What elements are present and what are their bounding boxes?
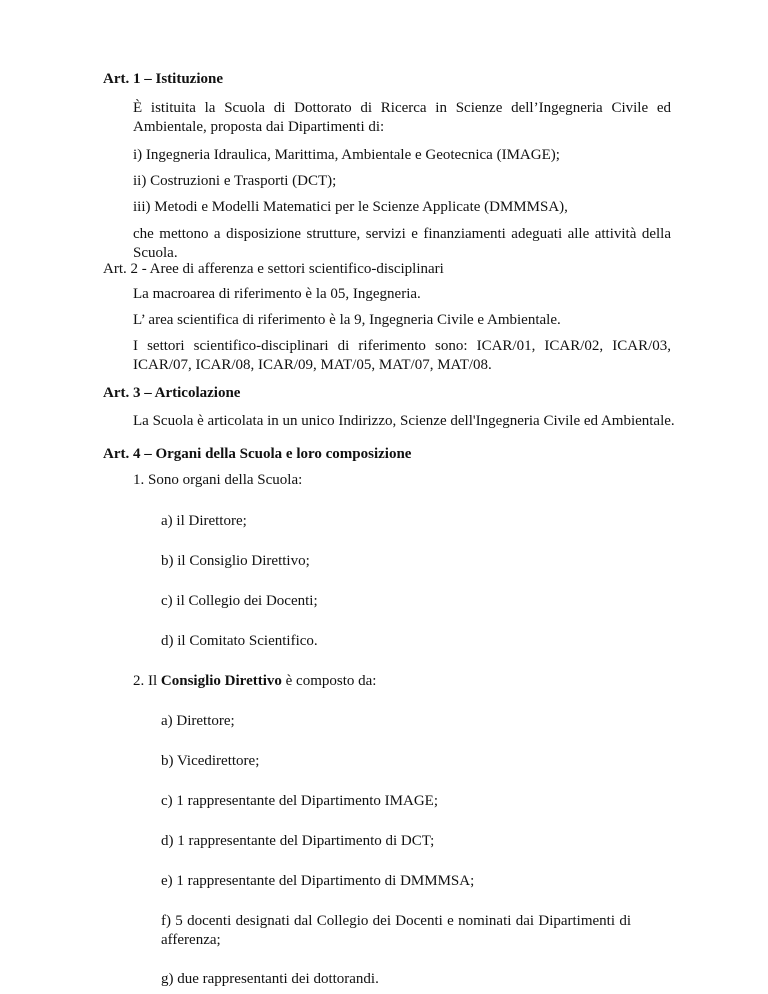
art1-heading: Art. 1 – Istituzione xyxy=(103,71,223,87)
art4-intro1: 1. Sono organi della Scuola: xyxy=(133,472,303,488)
art1-item2: ii) Costruzioni e Trasporti (DCT); xyxy=(133,173,337,189)
organ-item: d) il Comitato Scientifico. xyxy=(161,633,318,649)
art4-intro2-pre: 2. Il xyxy=(133,673,161,689)
art1-para2: che mettono a disposizione strutture, servizi e finanziamenti adeguati alle attività della Scuola. xyxy=(133,226,671,261)
member-item: b) Vicedirettore; xyxy=(161,753,260,769)
art2-line2: L’ area scientifica di riferimento è la 9, Ingegneria Civile e Ambientale. xyxy=(133,312,561,328)
member-item: d) 1 rappresentante del Dipartimento di DCT; xyxy=(161,833,435,849)
organ-item: c) il Collegio dei Docenti; xyxy=(161,593,318,609)
art2-line3: I settori scientifico-disciplinari di riferimento sono: ICAR/01, ICAR/02, ICAR/03, ICAR/07, ICAR/08, ICAR/09, MAT/05, MAT/07, MAT/08. xyxy=(133,338,671,373)
organ-item: b) il Consiglio Direttivo; xyxy=(161,553,310,569)
art3-heading: Art. 3 – Articolazione xyxy=(103,385,241,401)
art1-para1: È istituita la Scuola di Dottorato di Ricerca in Scienze dell’Ingegneria Civile ed Ambientale, proposta dai Dipartimenti di: xyxy=(133,100,671,135)
member-item: g) due rappresentanti dei dottorandi. xyxy=(161,971,379,987)
art4-heading: Art. 4 – Organi della Scuola e loro composizione xyxy=(103,446,412,462)
art2-heading: Art. 2 - Aree di afferenza e settori scientifico-disciplinari xyxy=(103,261,444,277)
art2-line1: La macroarea di riferimento è la 05, Ingegneria. xyxy=(133,286,421,302)
organ-item: a) il Direttore; xyxy=(161,513,247,529)
member-item: f) 5 docenti designati dal Collegio dei Docenti e nominati dai Dipartimenti di afferenza; xyxy=(161,913,631,948)
consiglio-direttivo-term: Consiglio Direttivo xyxy=(160,673,282,689)
art1-item1: i) Ingegneria Idraulica, Marittima, Ambientale e Geotecnica (IMAGE); xyxy=(133,147,560,163)
art1-item3: iii) Metodi e Modelli Matematici per le Scienze Applicate (DMMMSA), xyxy=(133,199,568,215)
art4-intro2-post: è composto da: xyxy=(281,673,377,689)
art4-intro2 xyxy=(133,672,671,691)
member-item: e) 1 rappresentante del Dipartimento di DMMMSA; xyxy=(161,873,475,889)
member-item: c) 1 rappresentante del Dipartimento IMAGE; xyxy=(161,793,438,809)
member-item: a) Direttore; xyxy=(161,713,235,729)
art3-line1: La Scuola è articolata in un unico Indirizzo, Scienze dell'Ingegneria Civile ed Ambientale. xyxy=(133,413,675,429)
